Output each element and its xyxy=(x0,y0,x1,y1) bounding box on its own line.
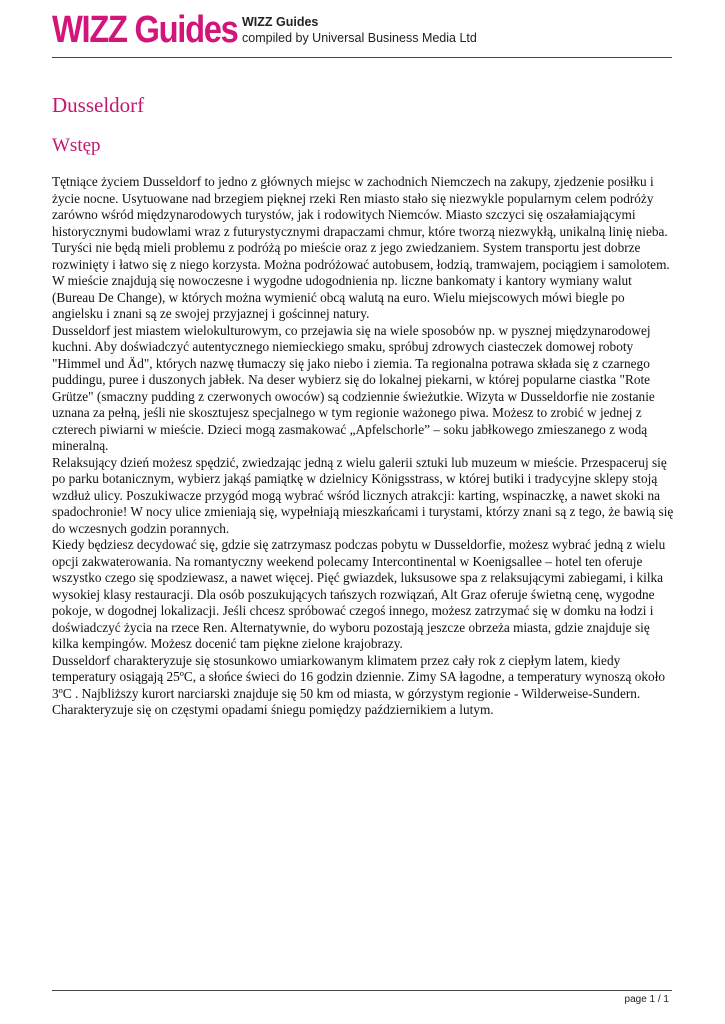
paragraph: Tętniące życiem Dusseldorf to jedno z głównych miejsc w zachodnich Niemczech na zakupy, zjedzenie posiłku i życie nocne. Usytuowane nad brzegiem pięknej rzeki Ren miasto stało się niezwykle popularnym celem podróży zarówno wśród międzynarodowych turystów, jak i rodowitych Niemców. Miasto szczyci się oszałamiającymi historycznymi budowlami wraz z futurystycznymi drapaczami chmur, które tworzą niezwykłą, unikalną linię nieba. xyxy=(52,174,668,239)
site-credit: compiled by Universal Business Media Ltd xyxy=(242,31,477,45)
header-text xyxy=(242,15,477,46)
page-header xyxy=(52,10,672,50)
site-name: WIZZ Guides xyxy=(242,15,319,29)
paragraph: Dusseldorf jest miastem wielokulturowym, co przejawia się na wiele sposobów np. w pysznej międzynarodowej kuchni. Aby doświadczyć autentycznego niemieckiego smaku, spróbuj zdrowych ciasteczek domowej roboty "Himmel und Äd", których nazwę tłumaczy się jako niebo i ziemia. Ta regionalna potrawa składa się z czarnego puddingu, puree i duszonych jabłek. Na deser wybierz się do lokalnej piekarni, w której popularne ciastka "Rote Grütze" (smaczny pudding z czerwonych owoców) są codziennie świeżutkie. Wizyta w Dusseldorfie nie zostanie uznana za pełną, jeśli nie skosztujesz specjalnego w tym regionie ważonego piwa. Możesz to zrobić w jednej z czterech piwiarni w mieście. Dzieci mogą zasmakować „Apfelschorle” – soku jabłkowego zmieszanego z wodą mineralną. xyxy=(52,322,655,453)
wizz-guides-logo: WIZZ Guides xyxy=(52,9,238,51)
section-title: Wstęp xyxy=(52,135,101,156)
footer-divider xyxy=(52,990,672,991)
paragraph: Dusseldorf charakteryzuje się stosunkowo umiarkowanym klimatem przez cały rok z ciepłym latem, kiedy temperatury osiągają 25ºC, a słońce świeci do 16 godzin dziennie. Zimy SA łagodne, a temperatury wynoszą około 3ºC . Najbliższy kurort narciarski znajduje się 50 km od miasta, w górzystym regionie - Wilderweise-Sundern. Charakteryzuje się on częstymi opadami śniegu pomiędzy październikiem a lutym. xyxy=(52,652,666,717)
header-divider xyxy=(52,57,672,58)
paragraph: Turyści nie będą mieli problemu z podróżą po mieście oraz z jego zwiedzaniem. System transportu jest dobrze rozwinięty i łatwo się z niego korzysta. Można podróżować autobusem, łodzią, tramwajem, pociągiem i samolotem. W mieście znajdują się nowoczesne i wygodne udogodnienia np. liczne bankomaty i kantory wymiany walut (Bureau De Change), w których można wymienić obcą walutą na euro. Wielu miejscowych mówi biegle po angielsku i znani są ze swojej przyjaznej i gościnnej natury. xyxy=(52,240,670,321)
document-title: Dusseldorf xyxy=(52,93,145,117)
body-text xyxy=(52,174,674,719)
paragraph: Relaksujący dzień możesz spędzić, zwiedzając jedną z wielu galerii sztuki lub muzeum w mieście. Przespaceruj się po parku botanicznym, wybierz jakąś pamiątkę w dzielnicy Königsstrass, w której butiki i tradycyjne sklepy stoją wzdłuż ulicy. Poszukiwacze przygód mogą wybrać wśród licznych atrakcji: karting, wspinaczkę, a nawet skoki na spadochronie! W nocy ulice zmieniają się, wypełniają mieszkańcami i turystami, którzy znani są z tego, że bawią się do wczesnych godzin porannych. xyxy=(52,454,674,536)
paragraph: Kiedy będziesz decydować się, gdzie się zatrzymasz podczas pobytu w Dusseldorfie, możesz wybrać jedną z wielu opcji zakwaterowania. Na romantyczny weekend polecamy Intercontinental w Koenigsallee – hotel ten oferuje wszystko czego się spodziewasz, a nawet więcej. Pięć gwiazdek, luksusowe spa z relaksującymi zabiegami, i kilka wysokiej klasy restauracji. Dla osób poszukujących tańszych rozwiązań, Alt Graz oferuje świetną cenę, wygodne pokoje, w dogodnej lokalizacji. Jeśli chcesz spróbować czegoś innego, możesz zatrzymać się w domku na łodzi i doświadczyć życia na rzece Ren. Alternatywnie, do wyboru pozostają jeszcze obrzeża miasta, gdzie znajduje się kilka kempingów. Możesz docenić tam piękne zielone krajobrazy. xyxy=(52,537,666,651)
page-number: page 1 / 1 xyxy=(624,994,669,1005)
